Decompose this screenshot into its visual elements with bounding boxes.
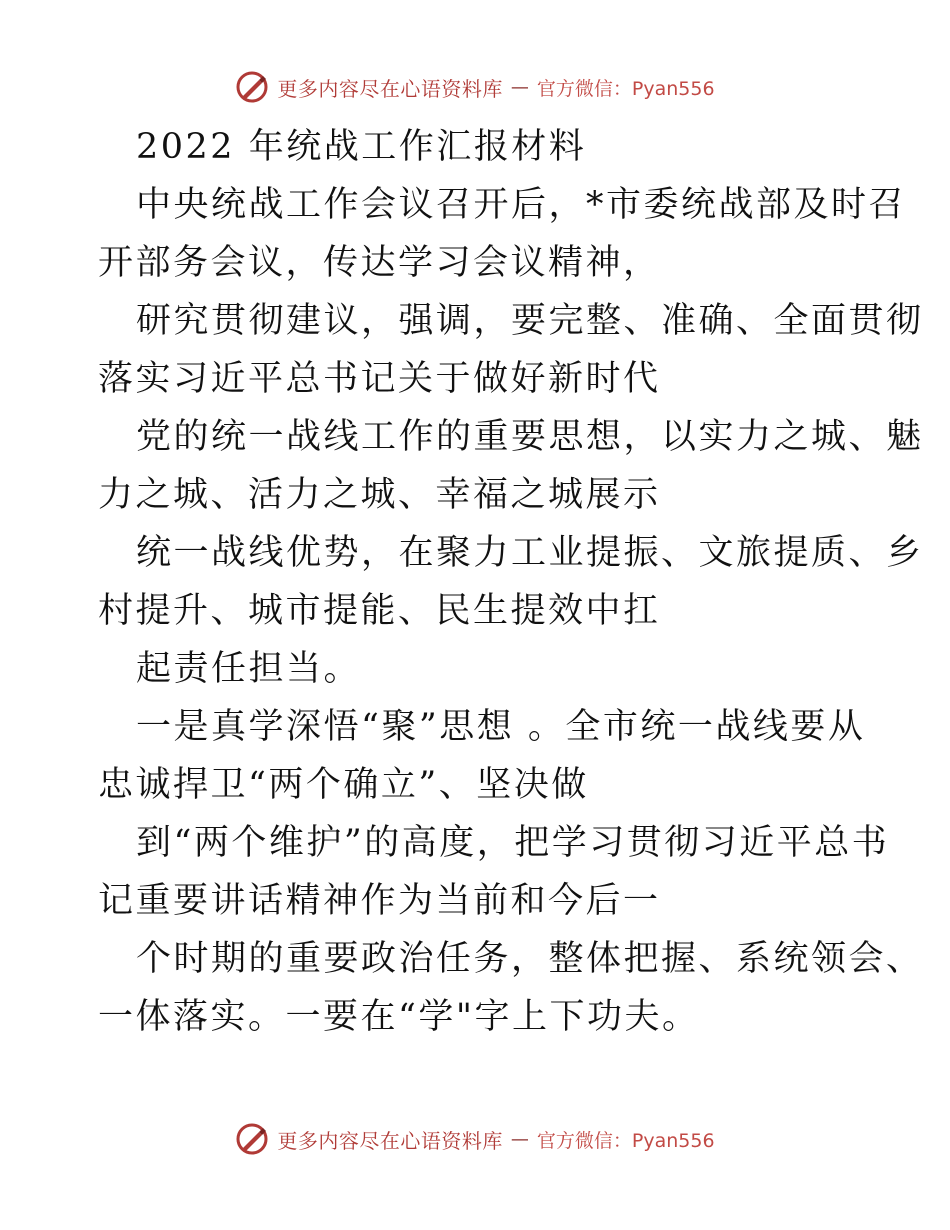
paragraph-line: 落实习近平总书记关于做好新时代 [98,359,661,399]
paragraph-line: 党的统一战线工作的重要思想，以实力之城、魅 [136,417,924,457]
doc-title: 2022 年统战工作汇报材料 [136,127,587,167]
paragraph-line: 一是真学深悟“聚”思想 。全市统一战线要从 [136,707,866,747]
paragraph-line: 统一战线优势，在聚力工业提振、文旅提质、乡 [136,533,924,573]
pen-logo-icon [235,70,269,104]
paragraph-line: 开部务会议，传达学习会议精神， [98,243,661,283]
banner-separator: — [510,76,529,98]
document-body [98,118,924,1046]
paragraph-line: 记重要讲话精神作为当前和今后一 [98,881,661,921]
banner-separator: — [510,1128,529,1150]
paragraph-line: 研究贯彻建议，强调，要完整、准确、全面贯彻 [136,301,924,341]
paragraph-line: 村提升、城市提能、民生提效中扛 [98,591,661,631]
paragraph-line: 忠诚捍卫“两个确立”、坚决做 [98,765,589,805]
banner-wechat: 官方微信：Pyan556 [536,77,715,100]
paragraph-line: 到“两个维护”的高度，把学习贯彻习近平总书 [136,823,890,863]
paragraph-line: 一体落实。一要在“学"字上下功夫。 [98,997,700,1037]
pen-logo-icon [235,1122,269,1156]
banner-text: 更多内容尽在心语资料库 [277,1128,503,1153]
header-banner [0,70,950,104]
banner-wechat: 官方微信：Pyan556 [536,1129,715,1152]
banner-text: 更多内容尽在心语资料库 [277,76,503,101]
paragraph-line: 起责任担当。 [136,649,362,689]
paragraph-line: 个时期的重要政治任务，整体把握、系统领会、 [136,939,924,979]
paragraph-line: 中央统战工作会议召开后，*市委统战部及时召 [136,185,907,225]
paragraph-line: 力之城、活力之城、幸福之城展示 [98,475,661,515]
footer-banner [0,1122,950,1156]
